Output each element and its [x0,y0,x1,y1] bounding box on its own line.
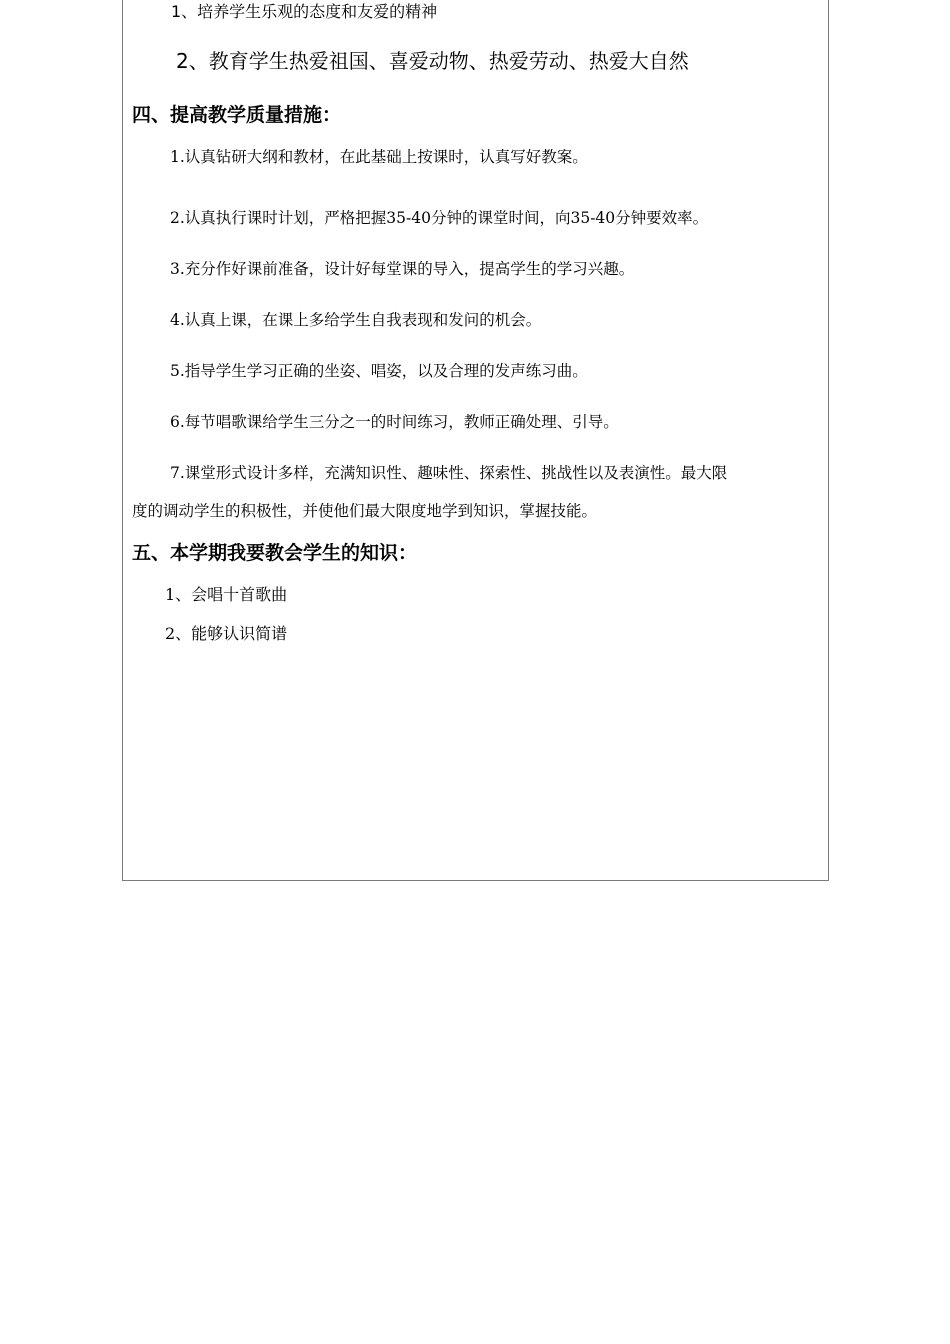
measure-item-3: 3.充分作好课前准备，设计好每堂课的导入，提高学生的学习兴趣。 [170,260,635,278]
measures-heading: 四、提高教学质量措施： [132,104,342,126]
goal-item-1: 1、培养学生乐观的态度和友爱的精神 [171,2,438,21]
measure-item-5: 5.指导学生学习正确的坐姿、唱姿，以及合理的发声练习曲。 [170,362,588,380]
measure-item-4: 4.认真上课，在课上多给学生自我表现和发问的机会。 [170,311,542,329]
knowledge-item-2: 2、能够认识简谱 [165,624,288,643]
measure-item-7-line-2: 度的调动学生的积极性，并使他们最大限度地学到知识，掌握技能。 [132,502,598,520]
measure-item-7-line-1: 7.课堂形式设计多样，充满知识性、趣味性、探索性、挑战性以及表演性。最大限 [170,464,728,482]
content-table-border [122,0,829,881]
measure-item-1: 1.认真钻研大纲和教材，在此基础上按课时，认真写好教案。 [170,148,588,166]
goal-item-2: 2、教育学生热爱祖国、喜爱动物、热爱劳动、热爱大自然 [176,49,689,73]
measure-item-2: 2.认真执行课时计划，严格把握35-40分钟的课堂时间，向35-40分钟要效率。 [170,209,709,227]
knowledge-item-1: 1、会唱十首歌曲 [165,585,288,604]
knowledge-heading: 五、本学期我要教会学生的知识： [132,542,418,564]
measure-item-6: 6.每节唱歌课给学生三分之一的时间练习，教师正确处理、引导。 [170,413,619,431]
